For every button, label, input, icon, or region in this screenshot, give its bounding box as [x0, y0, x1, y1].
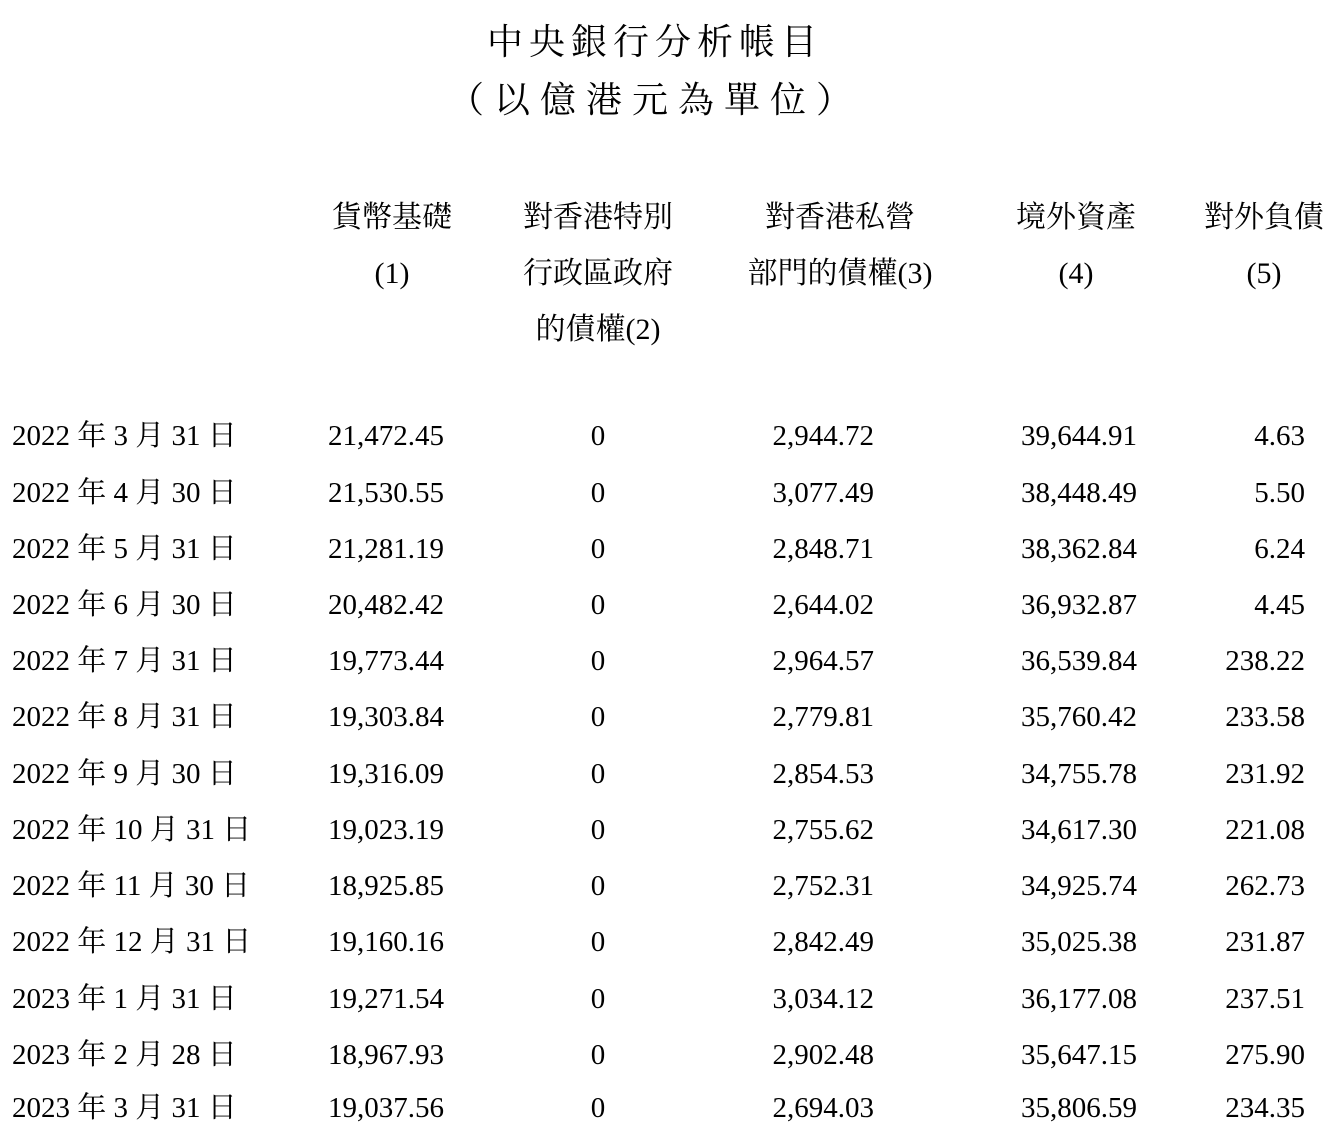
table-row — [0, 633, 1336, 689]
external-liabilities-cell: 275.90 — [1225, 1039, 1305, 1071]
page-subtitle: （以億港元為單位） — [447, 80, 862, 120]
claims-government-cell: 0 — [590, 533, 606, 565]
column-header-line: (1) — [374, 257, 410, 290]
column-header-line: 對香港特別 — [523, 201, 673, 234]
date-cell: 2022 年 9 月 30 日 — [12, 758, 237, 790]
column-header-line: 貨幣基礎 — [332, 201, 452, 234]
column-header-claims-private — [730, 190, 950, 302]
claims-government-cell: 0 — [590, 1092, 606, 1124]
table-row — [0, 689, 1336, 745]
claims-government-cell: 0 — [590, 420, 606, 452]
monetary-base-cell: 21,281.19 — [328, 533, 444, 565]
foreign-assets-cell: 34,925.74 — [1021, 870, 1137, 902]
date-cell: 2022 年 11 月 30 日 — [12, 870, 251, 902]
claims-government-cell: 0 — [590, 758, 606, 790]
monetary-base-cell: 19,303.84 — [328, 701, 444, 733]
claims-private-cell: 2,752.31 — [772, 870, 874, 902]
column-header-line: 對外負債 — [1204, 201, 1324, 234]
foreign-assets-cell: 35,025.38 — [1021, 926, 1137, 958]
claims-private-cell: 2,755.62 — [772, 814, 874, 846]
table-row — [0, 521, 1336, 577]
column-header-line: 行政區政府 — [523, 257, 673, 290]
column-header-claims-government — [508, 190, 688, 358]
claims-government-cell: 0 — [590, 983, 606, 1015]
foreign-assets-cell: 39,644.91 — [1021, 420, 1137, 452]
claims-private-cell: 2,854.53 — [772, 758, 874, 790]
external-liabilities-cell: 234.35 — [1225, 1092, 1305, 1124]
monetary-base-cell: 19,316.09 — [328, 758, 444, 790]
table-row — [0, 914, 1336, 970]
claims-government-cell: 0 — [590, 701, 606, 733]
external-liabilities-cell: 6.24 — [1254, 533, 1305, 565]
monetary-base-cell: 21,530.55 — [328, 477, 444, 509]
foreign-assets-cell: 36,177.08 — [1021, 983, 1137, 1015]
monetary-base-cell: 18,925.85 — [328, 870, 444, 902]
date-cell: 2022 年 10 月 31 日 — [12, 814, 252, 846]
claims-private-cell: 3,077.49 — [772, 477, 874, 509]
column-header-foreign-assets — [996, 190, 1156, 302]
table-row — [0, 971, 1336, 1027]
table-row — [0, 465, 1336, 521]
claims-private-cell: 2,779.81 — [772, 701, 874, 733]
table-row — [0, 858, 1336, 914]
table-row — [0, 408, 1336, 464]
claims-private-cell: 2,964.57 — [772, 645, 874, 677]
external-liabilities-cell: 4.45 — [1254, 589, 1305, 621]
foreign-assets-cell: 36,932.87 — [1021, 589, 1137, 621]
claims-private-cell: 2,644.02 — [772, 589, 874, 621]
date-cell: 2022 年 8 月 31 日 — [12, 701, 237, 733]
foreign-assets-cell: 38,362.84 — [1021, 533, 1137, 565]
monetary-base-cell: 20,482.42 — [328, 589, 444, 621]
foreign-assets-cell: 34,617.30 — [1021, 814, 1137, 846]
column-header-line: (4) — [1058, 257, 1094, 290]
date-cell: 2023 年 2 月 28 日 — [12, 1039, 237, 1071]
column-header-line: 的債權(2) — [535, 313, 661, 346]
date-cell: 2022 年 6 月 30 日 — [12, 589, 237, 621]
claims-private-cell: 3,034.12 — [772, 983, 874, 1015]
claims-government-cell: 0 — [590, 814, 606, 846]
date-cell: 2022 年 5 月 31 日 — [12, 533, 237, 565]
column-header-monetary-base — [312, 190, 472, 302]
claims-private-cell: 2,848.71 — [772, 533, 874, 565]
monetary-base-cell: 19,023.19 — [328, 814, 444, 846]
claims-government-cell: 0 — [590, 589, 606, 621]
table-row — [0, 1080, 1336, 1136]
claims-private-cell: 2,694.03 — [772, 1092, 874, 1124]
external-liabilities-cell: 231.92 — [1225, 758, 1305, 790]
monetary-base-cell: 19,773.44 — [328, 645, 444, 677]
page-title: 中央銀行分析帳目 — [486, 22, 823, 62]
claims-private-cell: 2,842.49 — [772, 926, 874, 958]
date-cell: 2023 年 3 月 31 日 — [12, 1092, 237, 1124]
column-header-line: 部門的債權(3) — [747, 257, 933, 290]
claims-government-cell: 0 — [590, 926, 606, 958]
external-liabilities-cell: 221.08 — [1225, 814, 1305, 846]
external-liabilities-cell: 262.73 — [1225, 870, 1305, 902]
external-liabilities-cell: 233.58 — [1225, 701, 1305, 733]
monetary-base-cell: 19,160.16 — [328, 926, 444, 958]
foreign-assets-cell: 38,448.49 — [1021, 477, 1137, 509]
external-liabilities-cell: 238.22 — [1225, 645, 1305, 677]
foreign-assets-cell: 35,760.42 — [1021, 701, 1137, 733]
table-row — [0, 1027, 1336, 1083]
date-cell: 2023 年 1 月 31 日 — [12, 983, 237, 1015]
date-cell: 2022 年 12 月 31 日 — [12, 926, 252, 958]
column-header-line: (5) — [1246, 257, 1282, 290]
column-header-external-liabilities — [1192, 190, 1336, 302]
external-liabilities-cell: 237.51 — [1225, 983, 1305, 1015]
external-liabilities-cell: 4.63 — [1254, 420, 1305, 452]
monetary-base-cell: 21,472.45 — [328, 420, 444, 452]
claims-government-cell: 0 — [590, 477, 606, 509]
external-liabilities-cell: 5.50 — [1254, 477, 1305, 509]
foreign-assets-cell: 36,539.84 — [1021, 645, 1137, 677]
foreign-assets-cell: 34,755.78 — [1021, 758, 1137, 790]
foreign-assets-cell: 35,806.59 — [1021, 1092, 1137, 1124]
monetary-base-cell: 18,967.93 — [328, 1039, 444, 1071]
claims-private-cell: 2,902.48 — [772, 1039, 874, 1071]
column-header-line: 對香港私營 — [765, 201, 915, 234]
claims-government-cell: 0 — [590, 1039, 606, 1071]
date-cell: 2022 年 4 月 30 日 — [12, 477, 237, 509]
table-row — [0, 577, 1336, 633]
monetary-base-cell: 19,037.56 — [328, 1092, 444, 1124]
claims-private-cell: 2,944.72 — [772, 420, 874, 452]
date-cell: 2022 年 7 月 31 日 — [12, 645, 237, 677]
table-row — [0, 802, 1336, 858]
external-liabilities-cell: 231.87 — [1225, 926, 1305, 958]
claims-government-cell: 0 — [590, 870, 606, 902]
claims-government-cell: 0 — [590, 645, 606, 677]
foreign-assets-cell: 35,647.15 — [1021, 1039, 1137, 1071]
table-row — [0, 746, 1336, 802]
monetary-base-cell: 19,271.54 — [328, 983, 444, 1015]
date-cell: 2022 年 3 月 31 日 — [12, 420, 237, 452]
column-header-line: 境外資產 — [1016, 201, 1136, 234]
